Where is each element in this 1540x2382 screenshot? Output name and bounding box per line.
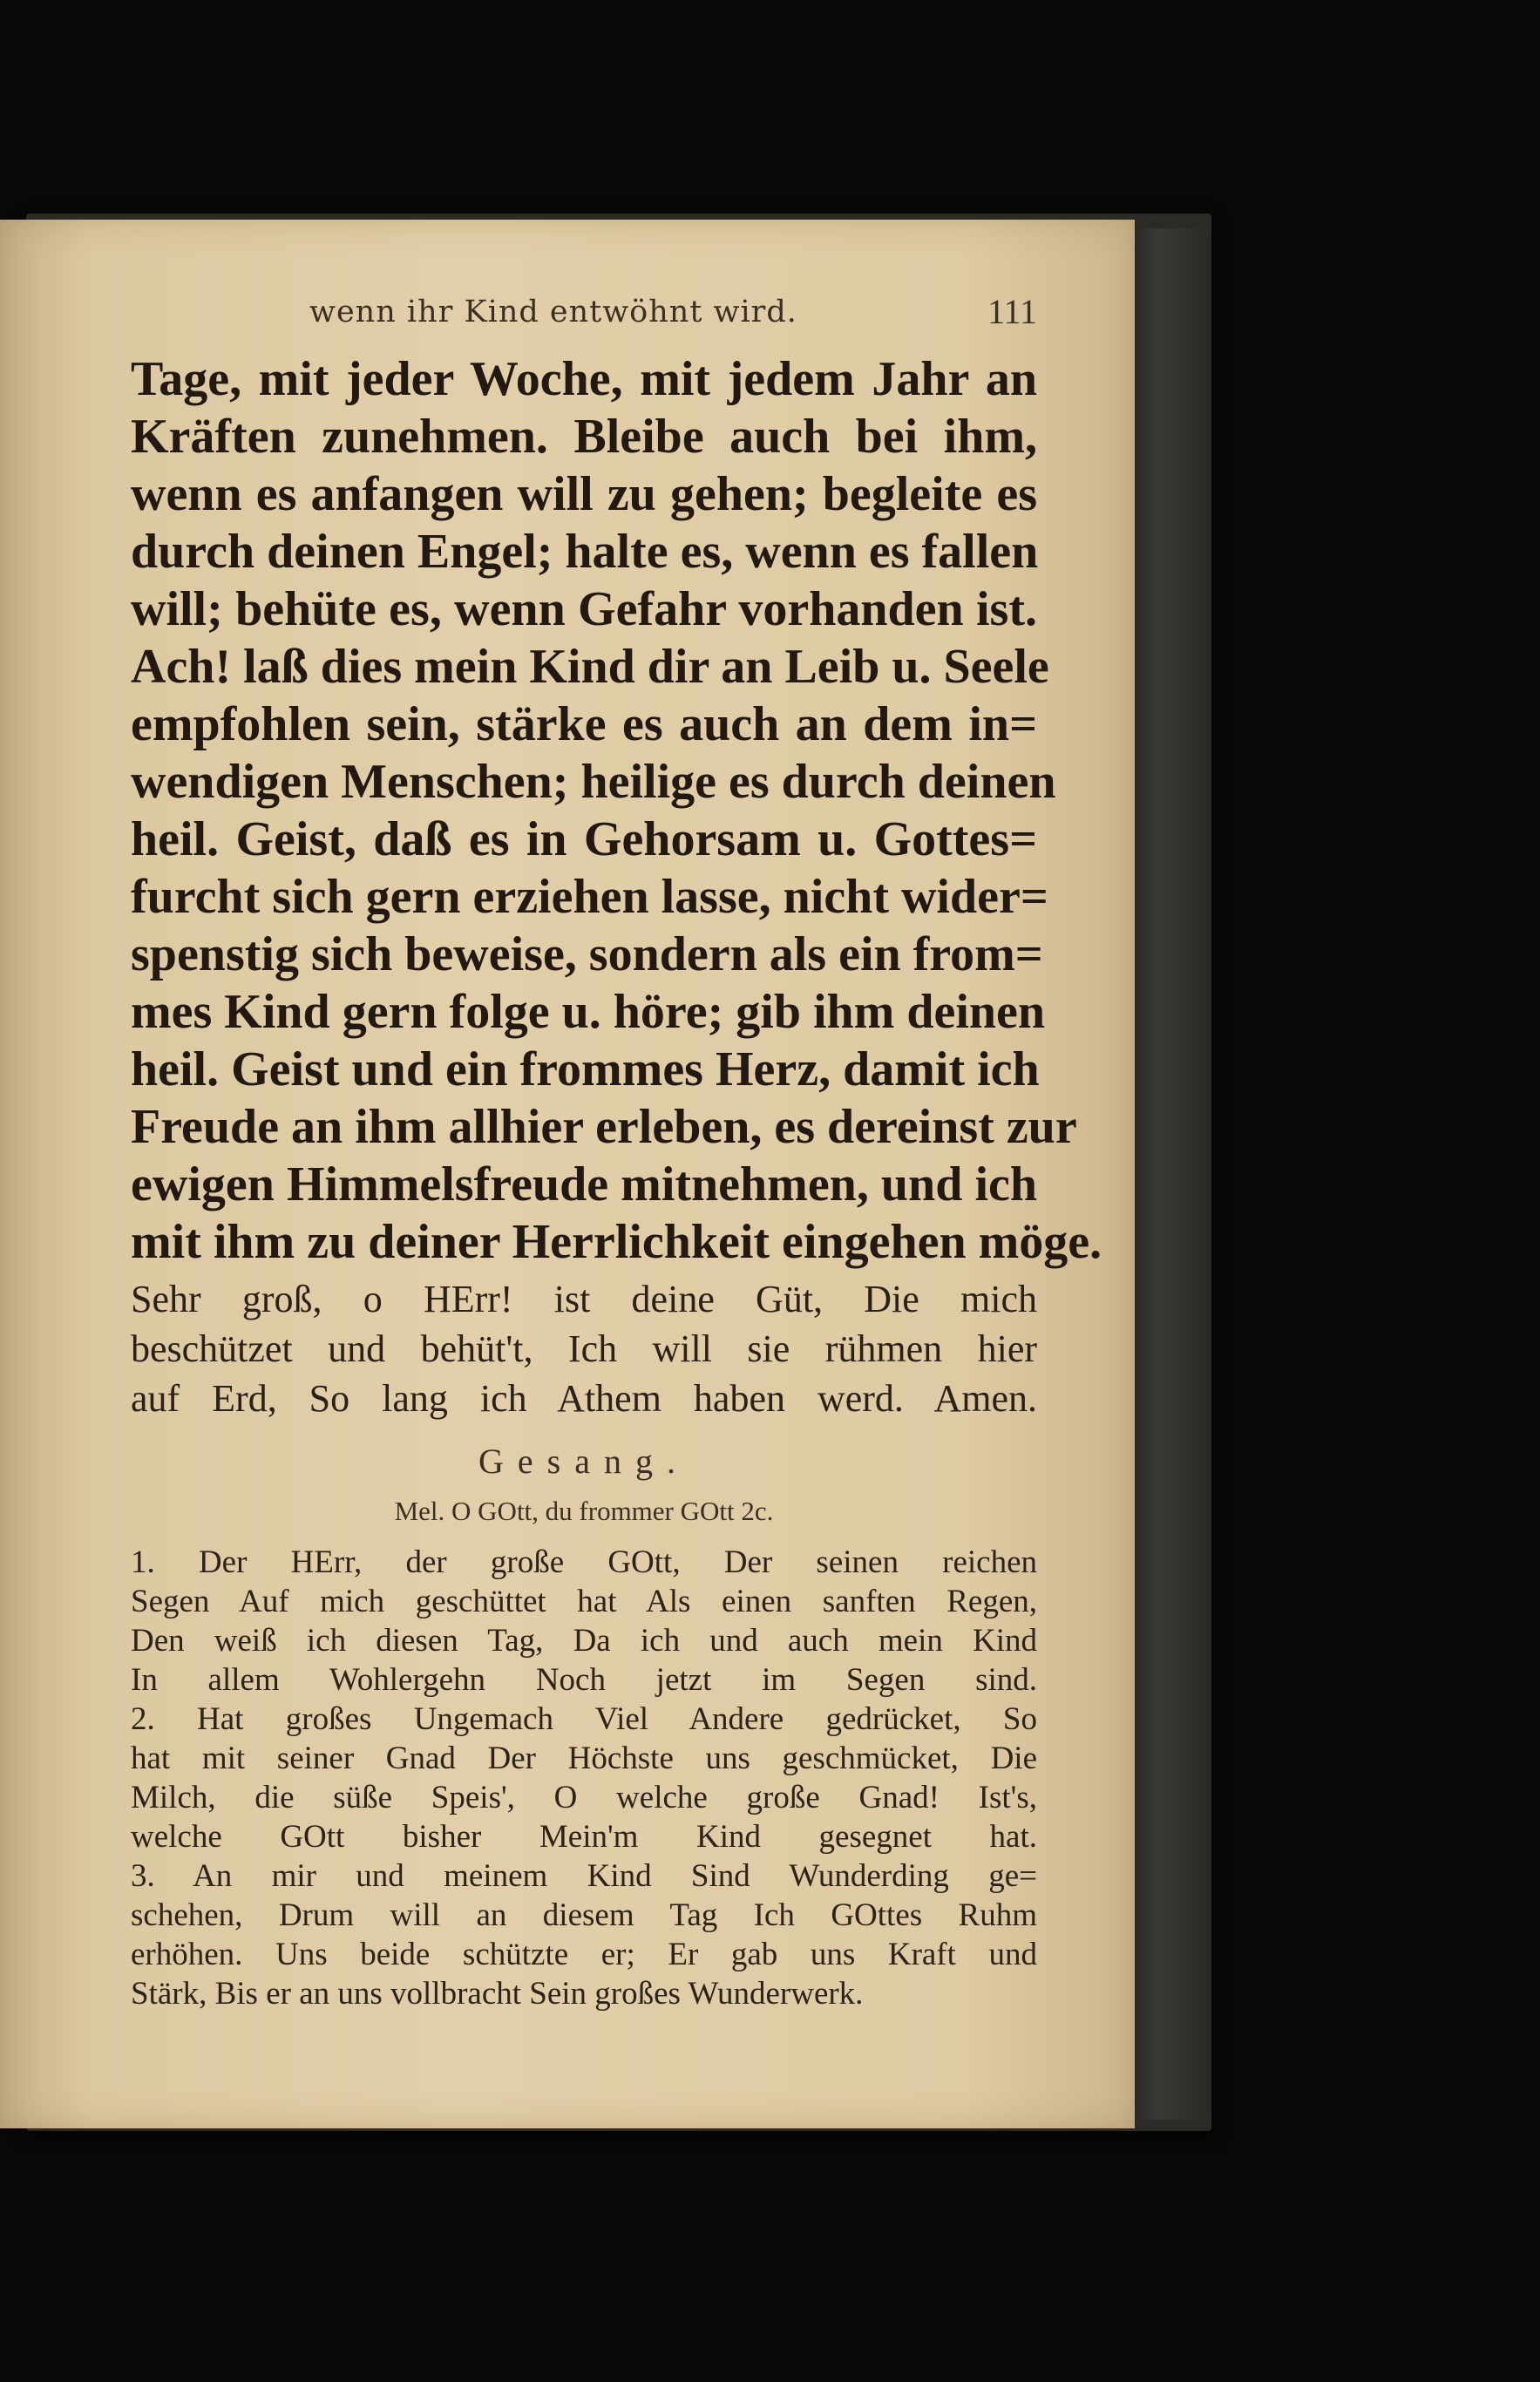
section-title: Gesang. bbox=[478, 1442, 689, 1481]
hymn-line: 2. Hat großes Ungemach Viel Andere gedrücket, So bbox=[131, 1701, 1037, 1737]
prayer-line: heil. Geist, daß es in Gehorsam u. Gottes= bbox=[131, 812, 1037, 866]
hymn-line: Segen Auf mich geschüttet hat Als einen sanften Regen, bbox=[131, 1584, 1037, 1619]
prayer-line: empfohlen sein, stärke es auch an dem in= bbox=[131, 697, 1037, 751]
hymn-line: Den weiß ich diesen Tag, Da ich und auch mein Kind bbox=[131, 1623, 1037, 1659]
prayer-paragraph bbox=[131, 350, 1102, 1271]
hymn-line: Milch, die süße Speis', O welche große Gnad! Ist's, bbox=[131, 1780, 1037, 1815]
prayer-line: heil. Geist und ein frommes Herz, damit ich bbox=[131, 1042, 1040, 1096]
hymn-line: hat mit seiner Gnad Der Höchste uns geschmücket, Die bbox=[131, 1741, 1037, 1776]
page-number: 111 bbox=[987, 292, 1037, 331]
hymn-line: 1. Der HErr, der große GOtt, Der seinen reichen bbox=[131, 1544, 1037, 1580]
closing-verse bbox=[131, 1274, 1037, 1423]
verse-line: Sehr groß, o HErr! ist deine Güt, Die mich bbox=[131, 1278, 1037, 1320]
hymn-line: Stärk, Bis er an uns vollbracht Sein großes Wunderwerk. bbox=[131, 1976, 864, 2012]
page-header bbox=[131, 288, 1037, 349]
hymn-line: In allem Wohlergehn Noch jetzt im Segen sind. bbox=[131, 1662, 1037, 1698]
prayer-line: mes Kind gern folge u. höre; gib ihm deinen bbox=[131, 985, 1046, 1039]
prayer-line: wenn es anfangen will zu gehen; begleite es bbox=[131, 467, 1037, 521]
hymn-line: 3. An mir und meinem Kind Sind Wunderding ge= bbox=[131, 1858, 1037, 1894]
prayer-line: Kräften zunehmen. Bleibe auch bei ihm, bbox=[131, 410, 1037, 464]
hymn-stanzas bbox=[131, 1543, 1037, 2013]
hymn-line: schehen, Drum will an diesem Tag Ich GOttes Ruhm bbox=[131, 1897, 1037, 1933]
prayer-line: durch deinen Engel; halte es, wenn es fallen bbox=[131, 525, 1039, 579]
melody-note: Mel. O GOtt, du frommer GOtt 2c. bbox=[394, 1496, 774, 1526]
book-page bbox=[0, 220, 1135, 2128]
prayer-line: Ach! laß dies mein Kind dir an Leib u. Seele bbox=[131, 640, 1049, 694]
prayer-line: spenstig sich beweise, sondern als ein from= bbox=[131, 927, 1043, 981]
page-text-block bbox=[131, 288, 1102, 2013]
prayer-line: Freude an ihm allhier erleben, es dereinst zur bbox=[131, 1100, 1077, 1154]
prayer-line: Tage, mit jeder Woche, mit jedem Jahr an bbox=[131, 352, 1037, 406]
prayer-line: furcht sich gern erziehen lasse, nicht wider= bbox=[131, 870, 1048, 924]
prayer-line: ewigen Himmelsfreude mitnehmen, und ich bbox=[131, 1157, 1037, 1211]
verse-line: beschützet und behüt't, Ich will sie rühmen hier bbox=[131, 1327, 1037, 1370]
verse-line: auf Erd, So lang ich Athem haben werd. Amen. bbox=[131, 1377, 1037, 1420]
running-title: wenn ihr Kind entwöhnt wird. bbox=[309, 295, 797, 329]
prayer-line: wendigen Menschen; heilige es durch deinen bbox=[131, 755, 1056, 809]
prayer-line: will; behüte es, wenn Gefahr vorhanden ist. bbox=[131, 582, 1037, 636]
hymn-line: welche GOtt bisher Mein'm Kind gesegnet hat. bbox=[131, 1819, 1037, 1855]
hymn-line: erhöhen. Uns beide schützte er; Er gab uns Kraft und bbox=[131, 1937, 1037, 1972]
prayer-line: mit ihm zu deiner Herrlichkeit eingehen möge. bbox=[131, 1215, 1102, 1269]
